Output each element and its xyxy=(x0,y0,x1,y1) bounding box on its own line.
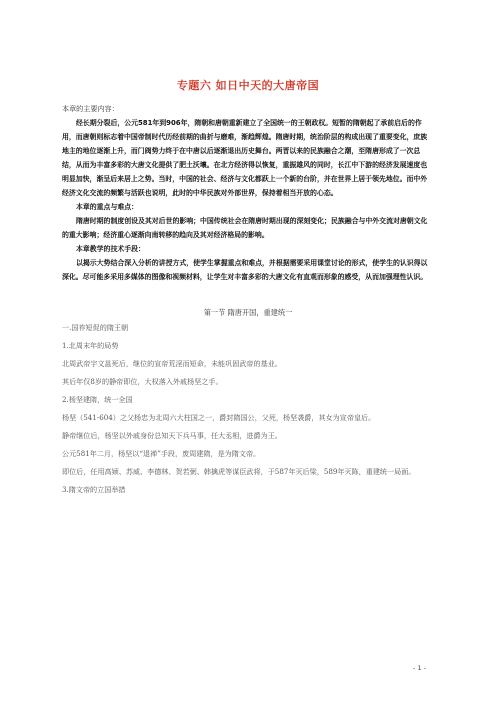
document-content xyxy=(62,102,434,502)
paragraph-founding-sui: 公元581年二月，杨坚以“退禅”手段，废周建隋，是为隋文帝。 xyxy=(62,449,261,458)
section-title: 第一节 隋唐开国，重建统一 xyxy=(203,308,293,317)
teaching-method-heading: 本章教学的技术手段： xyxy=(76,245,145,253)
overview-heading: 本章的主要内容： xyxy=(62,104,119,113)
paragraph-yang-jian-father: 杨坚（541-604）之父杨忠为北周六大柱国之一，爵封隋国公，父死，杨坚袭爵，其女为宣帝皇后。 xyxy=(62,413,376,422)
paragraph-emperor-wu: 北周武帝宇文邕死后，继位的宣帝荒淫而短命，未能巩固武帝的基业。 xyxy=(62,359,282,368)
key-points-paragraph: 隋唐时期的制度创设及其对后世的影响；中国传统社会在隋唐时期出现的深刻变化；民族融合与中外交流对唐朝文化的重大影响；经济重心逐渐向南转移的趋向及其对经济格局的影响。 xyxy=(62,217,428,239)
teaching-method-paragraph: 以揭示大势结合深入分析的讲授方式，使学生掌握重点和难点，并根据需要采用课堂讨论的形式，使学生的认识得以深化。尽可能多采用多媒体的图像和视频材料，让学生对丰富多彩的大唐文化有直观而形象的感受，从而加强理性认识。 xyxy=(62,259,428,281)
key-points-heading: 本章的重点与难点： xyxy=(76,203,139,211)
subheading-emperor-wen-measures: 3.隋文帝的立国举措 xyxy=(62,485,126,494)
paragraph-unification: 即位后，任用高颎、苏威、李德林、贺若弼、韩擒虎等谋臣武将，于587年灭后梁，589年灭陈，重建统一局面。 xyxy=(62,467,416,476)
chapter-title: 专题六 如日中天的大唐帝国 xyxy=(176,79,320,92)
subheading-sui-dynasty: 一.国祚短促的隋王朝 xyxy=(62,323,129,332)
paragraph-yang-jian-regent: 静帝继位后，杨坚以外戚身份总知天下兵马事，任大丞相，进爵为王。 xyxy=(62,431,282,440)
paragraph-emperor-jing: 其后年仅8岁的静帝即位，大权落入外戚杨坚之手。 xyxy=(62,377,223,386)
page-number: - 1 - xyxy=(413,664,426,672)
subheading-northern-zhou: 1.北周末年的局势 xyxy=(62,341,119,350)
subheading-yang-jian: 2.杨坚建隋，统一全国 xyxy=(62,395,133,404)
overview-paragraph: 经长期分裂后，公元581年到906年，隋朝和唐朝重新建立了全国统一的王朝政权。短暂的隋朝起了承前启后的作用，而唐朝则标志着中国帝制时代历经前期的曲折与磨难，渐趋辉煌。隋唐时期，统治阶层的构成出现了重要变化，庶族地主的地位逐渐上升，而门阀势力终于在中唐以后逐渐退出历史舞台。两晋以来的民族融合之潮，至隋唐形成了一次总结，从而为丰富多彩的大唐文化提供了肥土沃壤。在北方经济得以恢复，重振雄风的同时，长江中下游的经济发展速度也明显加快，渐呈后来居上之势。当时，中国的社会、经济与文化都跃上一个新的台阶，并在世界上居于领先地位。而中外经济文化交流的频繁与活跃也说明，此时的中华民族对外部世界，保持着相当开放的心态。 xyxy=(62,119,428,197)
section-spacer xyxy=(62,284,434,292)
